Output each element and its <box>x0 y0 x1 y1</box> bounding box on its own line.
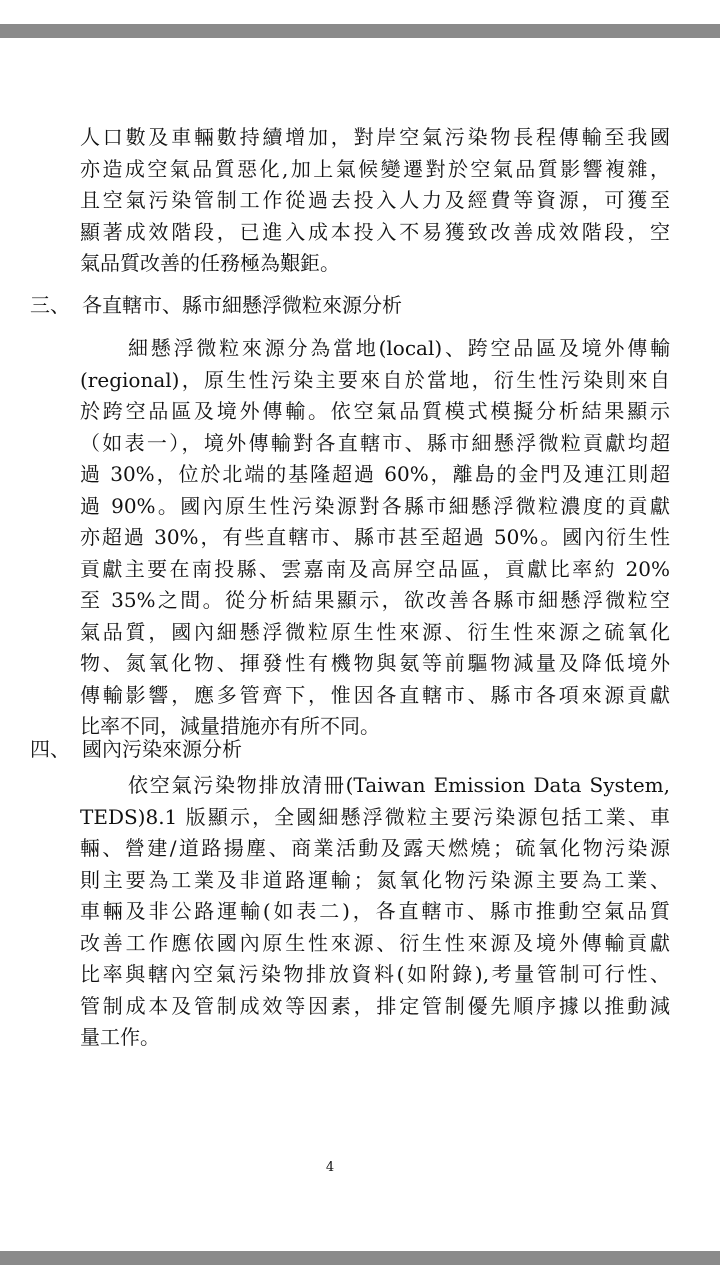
text-line: 管制成本及管制成效等因素，排定管制優先順序據以推動減 <box>80 993 670 1018</box>
text-line: 亦超過 30%，有些直轄市、縣市甚至超過 50%。國內衍生性 <box>80 525 670 549</box>
text-line: 於跨空品區及境外傳輸。依空氣品質模式模擬分析結果顯示 <box>80 399 670 423</box>
text-line: 過 30%，位於北端的基隆超過 60%，離島的金門及連江則超 <box>80 462 670 486</box>
paragraph-section-4 <box>80 770 670 1054</box>
text-line: 過 90%。國內原生性污染源對各縣市細懸浮微粒濃度的貢獻 <box>80 493 670 518</box>
text-line: 比率不同，減量措施亦有所不同。 <box>80 714 380 738</box>
text-line: 氣品質，國內細懸浮微粒原生性來源、衍生性來源之硫氧化 <box>80 619 670 644</box>
text-line: （如表一），境外傳輸對各直轄市、縣市細懸浮微粒貢獻均超 <box>80 430 670 455</box>
text-line: 依空氣污染物排放清冊(Taiwan Emission Data System, <box>128 773 670 797</box>
section-title: 各直轄市、縣市細懸浮微粒來源分析 <box>82 293 402 317</box>
text-line: 物、氮氧化物、揮發性有機物與氨等前驅物減量及降低境外 <box>80 651 670 675</box>
text-line: 亦造成空氣品質惡化,加上氣候變遷對於空氣品質影響複雜， <box>80 156 670 181</box>
paragraph-intro <box>80 122 670 280</box>
paragraph-section-3 <box>80 333 670 743</box>
text-line: (regional)，原生性污染主要來自於當地，衍生性污染則來自 <box>80 367 670 392</box>
text-line: 人口數及車輛數持續增加，對岸空氣污染物長程傳輸至我國 <box>80 125 670 149</box>
text-line: TEDS)8.1 版顯示，全國細懸浮微粒主要污染源包括工業、車 <box>80 804 670 829</box>
text-line: 比率與轄內空氣污染物排放資料(如附錄),考量管制可行性、 <box>80 962 670 986</box>
text-line: 傳輸影響，應多管齊下，惟因各直轄市、縣市各項來源貢獻 <box>80 682 670 707</box>
section-number: 三、 <box>30 293 70 317</box>
text-line: 顯著成效階段，已進入成本投入不易獲致改善成效階段，空 <box>80 219 670 244</box>
text-line: 量工作。 <box>80 1025 160 1049</box>
section-title: 國內污染來源分析 <box>82 737 242 761</box>
text-line: 則主要為工業及非道路運輸；氮氧化物污染源主要為工業、 <box>80 867 670 892</box>
section-number: 四、 <box>30 737 70 761</box>
text-line: 且空氣污染管制工作從過去投入人力及經費等資源，可獲至 <box>80 188 670 212</box>
text-line: 貢獻主要在南投縣、雲嘉南及高屏空品區，貢獻比率約 20% <box>80 556 670 581</box>
text-line: 輛、營建/道路揚塵、商業活動及露天燃燒；硫氧化物污染源 <box>80 836 670 860</box>
text-line: 車輛及非公路運輸(如表二)，各直轄市、縣市推動空氣品質 <box>80 899 670 923</box>
section-heading-3 <box>30 289 402 321</box>
text-line: 氣品質改善的任務極為艱鉅。 <box>80 251 340 275</box>
page-number: 4 <box>325 1160 335 1175</box>
text-line: 改善工作應依國內原生性來源、衍生性來源及境外傳輸貢獻 <box>80 930 670 955</box>
section-heading-4 <box>30 733 242 765</box>
text-line: 細懸浮微粒來源分為當地(local)、跨空品區及境外傳輸 <box>128 336 670 360</box>
text-line: 至 35%之間。從分析結果顯示，欲改善各縣市細懸浮微粒空 <box>80 588 670 612</box>
bottom-toolbar-bar <box>0 1251 720 1265</box>
